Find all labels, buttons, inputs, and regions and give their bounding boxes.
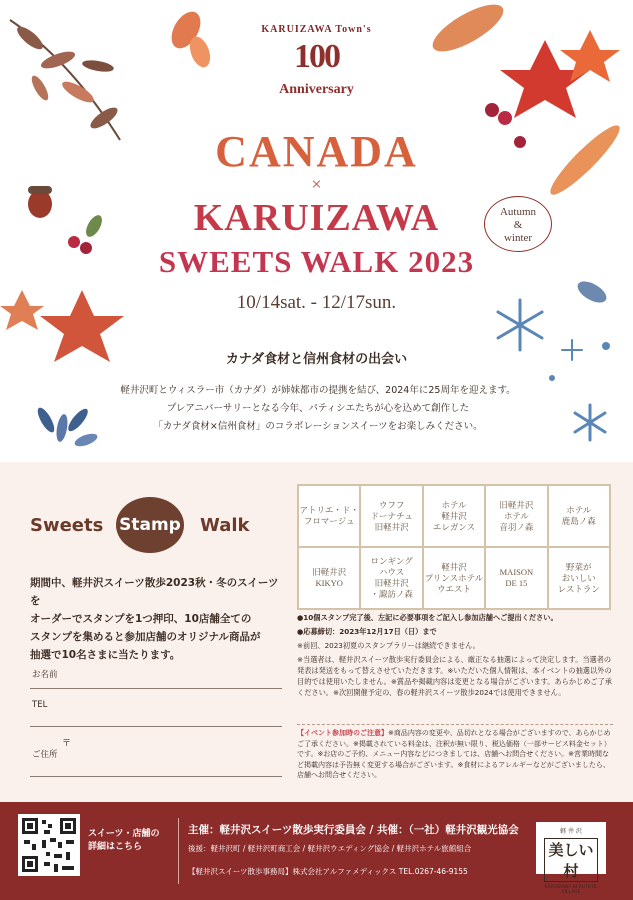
qr-label-line: スイーツ・店舗の: [88, 829, 160, 839]
shop-name-line: アトリエ・ド・: [299, 505, 359, 515]
tel-label: TEL: [32, 700, 48, 710]
stamp-cell: [423, 485, 485, 547]
stamp-description: [30, 574, 280, 664]
shop-name-line: プリンスホテル: [424, 572, 484, 583]
anniversary-word: Anniversary: [279, 82, 354, 97]
stamp-walk-left: Sweets: [30, 515, 104, 536]
intro-line: プレアニバーサリーとなる今年、パティシエたちが心を込めて創作した: [166, 403, 470, 414]
description-line: オーダーでスタンプを1つ押印、10店舗全ての: [30, 613, 252, 625]
stamp-cell: [548, 547, 610, 609]
stamp-cell: [548, 485, 610, 547]
event-notes-heading: 【イベント参加時のご注意】: [297, 729, 388, 737]
qr-label: [88, 828, 166, 854]
stamp-walk-center: Stamp: [116, 497, 184, 553]
stamp-cell: [423, 547, 485, 609]
stamp-cell: [360, 547, 422, 609]
stamp-cell: [485, 485, 547, 547]
address-label: ご住所: [32, 750, 58, 760]
stamp-grid: [297, 484, 611, 610]
description-line: スタンプを集めると参加店舗のオリジナル商品が: [30, 631, 261, 643]
shop-name-line: ホテル: [503, 510, 529, 521]
shop-name-line: エレガンス: [432, 521, 476, 532]
season-badge: [484, 196, 552, 252]
anniversary-number: 100: [294, 38, 339, 75]
shop-name-line: レストラン: [557, 583, 600, 594]
shop-name-line: KIKYO: [315, 578, 343, 588]
note-line: ※当選者は、軽井沢スイーツ散歩実行委員会による、厳正なる抽選によって決定します。当選者の発表は発送をもって替えさせていただきます。※いただいた個人情報は、本イベントの抽選以外の目的では使用いたしません。※賞品や掲載内容は変更となる場合がございます。あらかじめご了承ください。※次回開催予定の、春の軽井沢スイーツ散歩2024では使用できません。: [297, 655, 612, 697]
shop-name-line: 野菜が: [566, 561, 592, 572]
organizer-text: 主催：軽井沢スイーツ散歩実行委員会 / 共催：（一社）軽井沢観光協会: [188, 824, 519, 836]
postal-mark: 〒: [62, 739, 72, 749]
shop-name-line: ドーナチュ: [370, 510, 413, 521]
shop-name-line: ウエスト: [436, 583, 471, 594]
event-notes: [297, 728, 613, 781]
stamp-walk-right: Walk: [200, 515, 250, 536]
office-text: 【軽井沢スイーツ散歩事務局】株式会社アルファメディックス TEL.0267-46-9155: [188, 867, 468, 876]
shop-name-line: ウフフ: [378, 499, 405, 510]
shop-name-line: 旧軽井沢: [312, 567, 347, 577]
stamp-cell: [485, 547, 547, 609]
event-dates: 10/14sat. - 12/17sun.: [236, 292, 397, 313]
anniversary-caption: KARUIZAWA Town's: [261, 24, 372, 35]
season-badge-line2: &: [513, 219, 523, 231]
logo-main: 美しい村: [544, 838, 598, 882]
shop-name-line: ロンギング: [370, 556, 413, 566]
tel-field[interactable]: [30, 700, 282, 727]
shop-name-line: MAISON: [499, 567, 534, 577]
stamp-cell: [298, 485, 360, 547]
qr-label-line: 詳細はこちら: [88, 842, 143, 852]
logo-top: 軽 井 沢: [560, 828, 582, 835]
logo-sub: KARUIZAWA BEAUTIFUL VILLAGE: [544, 885, 598, 895]
shop-name-line: DE 15: [505, 578, 528, 588]
subtitle: カナダ食材と信州食材の出会い: [225, 352, 408, 367]
stamp-cell: [360, 485, 422, 547]
support-text: 後援：軽井沢町 / 軽井沢町商工会 / 軽井沢ウエディング協会 / 軽井沢ホテル旅館組合: [188, 844, 472, 853]
description-line: 期間中、軽井沢スイーツ散歩2023秋・冬のスイーツを: [30, 577, 279, 607]
address-field[interactable]: [30, 738, 282, 777]
shop-name-line: 軽井沢: [441, 561, 467, 572]
season-badge-line3: winter: [503, 232, 533, 244]
notes-divider: [297, 724, 613, 725]
shop-name-line: フロマージュ: [303, 516, 355, 526]
note-line: ※前回、2023初夏のスタンプラリーは継続できません。: [297, 641, 480, 650]
name-label: お名前: [32, 670, 58, 680]
shop-name-line: 軽井沢: [441, 510, 467, 521]
note-line: ●10個スタンプ完了後、左記に必要事項をご記入し参加店舗へご提出ください。: [297, 613, 558, 622]
intro-text: [68, 382, 568, 436]
stamp-cell: [298, 547, 360, 609]
shop-name-line: 旧軽井沢: [374, 578, 409, 588]
season-badge-line1: Autumn: [499, 206, 537, 218]
shop-name-line: 鹿島ノ森: [561, 516, 596, 526]
intro-line: 「カナダ食材×信州食材」のコラボレーションスイーツをお楽しみください。: [153, 421, 483, 432]
shop-name-line: ホテル: [441, 499, 467, 510]
qr-code-icon[interactable]: [18, 814, 80, 876]
shop-name-line: 旧軽井沢: [374, 521, 409, 532]
shop-name-line: 旧軽井沢: [499, 499, 534, 510]
intro-line: 軽井沢町とウィスラー市（カナダ）が姉妹都市の提携を結び、2024年に25周年を迎えます。: [120, 385, 516, 396]
shop-name-line: おいしい: [561, 572, 596, 583]
title-sweets-walk: SWEETS WALK 2023: [158, 244, 475, 279]
stamp-walk-logo: [26, 495, 266, 559]
shop-name-line: ハウス: [378, 567, 405, 577]
shop-name-line: ・諏訪ノ森: [370, 589, 413, 599]
karuizawa-logo: [536, 822, 606, 895]
name-field[interactable]: [30, 668, 282, 689]
footer-divider: [178, 818, 179, 884]
shop-name-line: 音羽ノ森: [499, 521, 534, 532]
description-line: 抽選で10名さまに当たります。: [30, 649, 181, 661]
note-line: ●応募締切：2023年12月17日（日）まで: [297, 627, 437, 636]
rules-notes: [297, 612, 613, 701]
event-notes-text: ※商品内容の変更や、品切れとなる場合がございますので、あらかじめご了承ください。※掲載されている料金は、注釈が無い限り、税込価格（一部サービス料金セット）です。※お店のご予約、メニュー内容などにつきましては、店舗へお問合せください。※営業時間など掲載内容は予告無く変更する場合がございます。※食材によるアレルギーなどがございましたら、店舗へお問合せください。: [297, 729, 611, 779]
title-canada: CANADA: [215, 127, 418, 176]
title-karuizawa: KARUIZAWA: [193, 197, 440, 239]
title-cross: ×: [311, 174, 322, 194]
shop-name-line: ホテル: [566, 505, 592, 515]
